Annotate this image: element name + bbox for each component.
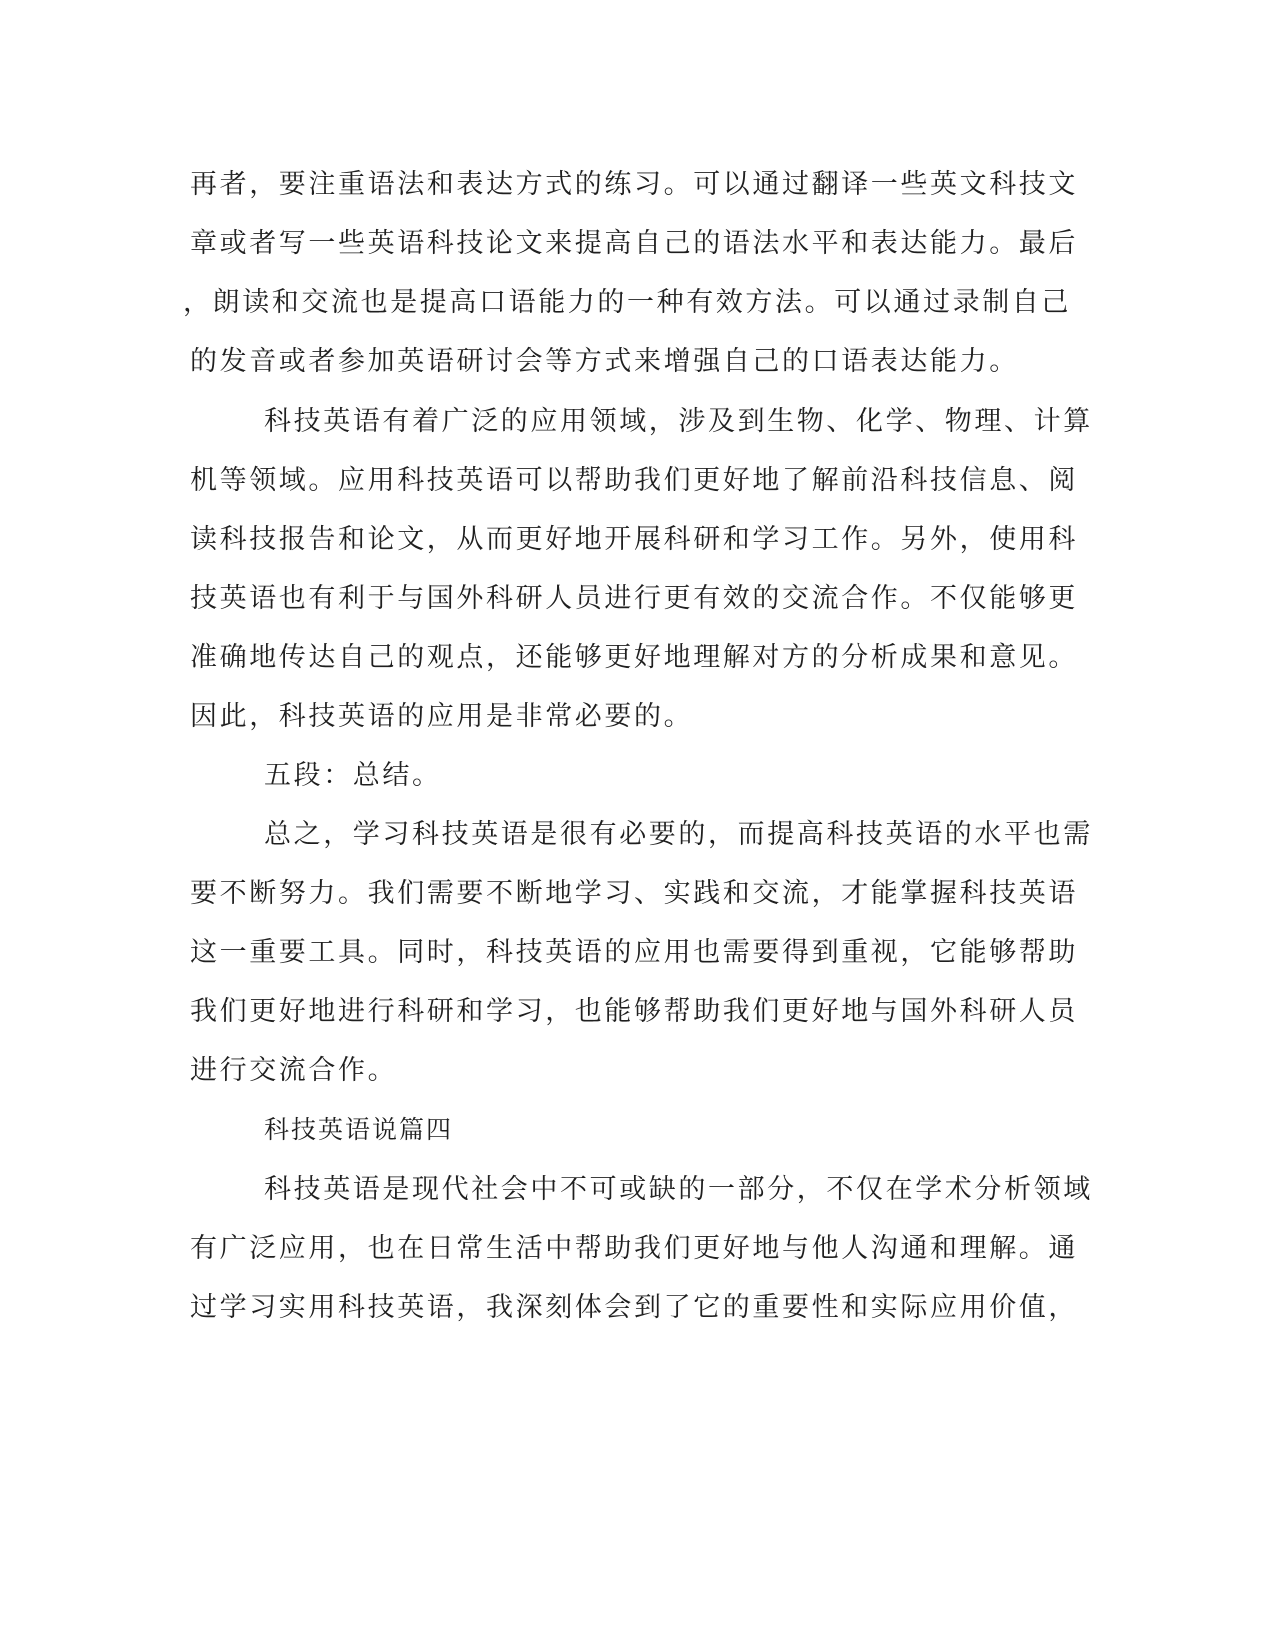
text-line-content: 要不断努力。我们需要不断地学习、实践和交流，才能掌握科技英语 [190,878,1078,909]
text-line-content: 准确地传达自己的观点，还能够更好地理解对方的分析成果和意见。 [190,642,1078,673]
text-line [0,579,1275,619]
text-line-content: 因此，科技英语的应用是非常必要的。 [190,701,694,732]
text-line-content: 机等领域。应用科技英语可以帮助我们更好地了解前沿科技信息、阅 [190,465,1078,496]
text-line [0,815,1275,855]
text-line [0,933,1275,973]
text-line [0,1229,1275,1269]
text-line [0,992,1275,1032]
text-line-content: 进行交流合作。 [190,1055,398,1086]
text-line [0,224,1275,264]
text-line-content: 这一重要工具。同时，科技英语的应用也需要得到重视，它能够帮助 [190,937,1078,968]
text-line-content: ，朗读和交流也是提高口语能力的一种有效方法。可以通过录制自己 [183,287,1071,318]
text-line-content: 有广泛应用，也在日常生活中帮助我们更好地与他人沟通和理解。通 [190,1233,1078,1264]
text-line-content: 章或者写一些英语科技论文来提高自己的语法水平和表达能力。最后 [190,228,1078,259]
text-line-content: 科技英语有着广泛的应用领域，涉及到生物、化学、物理、计算 [264,406,1093,437]
text-line-content: 技英语也有利于与国外科研人员进行更有效的交流合作。不仅能够更 [190,583,1078,614]
section-heading-text: 五段：总结。 [264,760,442,791]
article-title-text: 科技英语说篇四 [264,1115,454,1144]
text-line-content: 读科技报告和论文，从而更好地开展科研和学习工作。另外，使用科 [190,524,1078,555]
text-line [0,1170,1275,1210]
text-line [0,342,1275,382]
article-title [0,1110,1275,1150]
text-line-content: 再者，要注重语法和表达方式的练习。可以通过翻译一些英文科技文 [190,169,1078,200]
section-heading [0,756,1275,796]
text-line [0,1051,1275,1091]
text-line [0,697,1275,737]
text-line [0,520,1275,560]
text-line-content: 我们更好地进行科研和学习，也能够帮助我们更好地与国外科研人员 [190,996,1078,1027]
text-line [0,402,1275,442]
text-line [0,638,1275,678]
text-line [0,1288,1275,1328]
text-line-content: 过学习实用科技英语，我深刻体会到了它的重要性和实际应用价值， [190,1292,1078,1323]
text-line-content: 的发音或者参加英语研讨会等方式来增强自己的口语表达能力。 [190,346,1019,377]
text-line [0,283,1275,323]
text-line [0,165,1275,205]
text-line-content: 科技英语是现代社会中不可或缺的一部分，不仅在学术分析领域 [264,1174,1093,1205]
text-line-content: 总之，学习科技英语是很有必要的，而提高科技英语的水平也需 [264,819,1093,850]
text-line [0,874,1275,914]
text-line [0,461,1275,501]
